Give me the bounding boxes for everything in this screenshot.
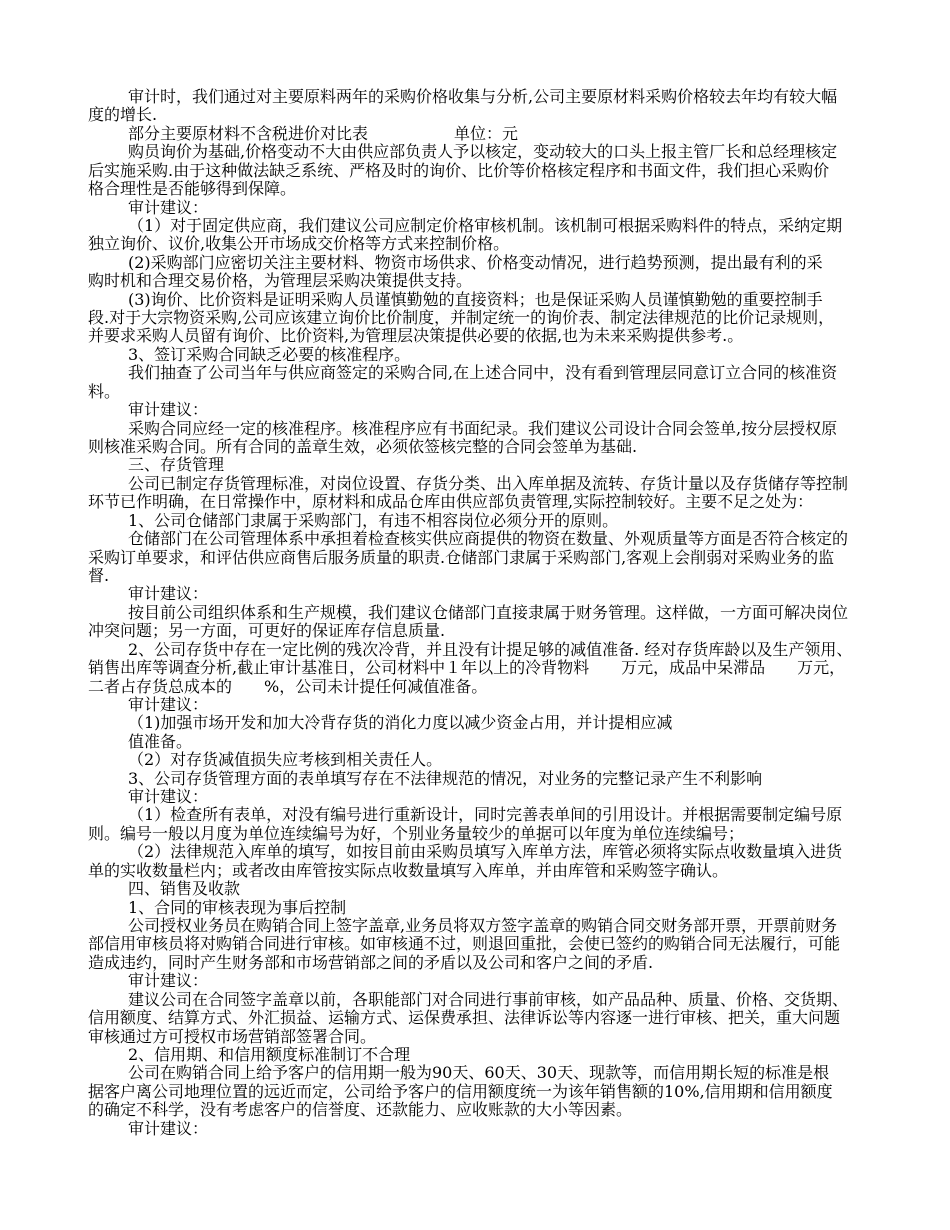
- line-text: 审计建议：: [128, 788, 209, 807]
- section-heading: [88, 456, 858, 474]
- text-line: [88, 954, 858, 972]
- paragraph: [88, 530, 858, 585]
- line-text: 审计建议：: [128, 198, 209, 217]
- paragraph: [88, 125, 858, 143]
- line-text: 审计建议：: [128, 585, 209, 604]
- text-line: [88, 180, 858, 198]
- line-text: 审计建议：: [128, 972, 209, 991]
- line-text: 独立询价、议价,收集公开市场成交价格等方式来控制价格。: [88, 235, 510, 254]
- text-line: [88, 678, 858, 696]
- line-text: （2）对存货减值损失应考核到相关责任人。: [128, 751, 443, 770]
- line-text: 公司已制定存货管理标准，对岗位设置、存货分类、出入库单据及流转、存货计量以及存货储存等控制: [128, 474, 849, 493]
- line-text: （1）对于固定供应商，我们建议公司应制定价格审核机制。该机制可根据采购料件的特点，采纳定期: [128, 216, 843, 235]
- numbered-recommendation: [88, 254, 858, 291]
- line-text: （1）检查所有表单，对没有编号进行重新设计，同时完善表单间的引用设计。并根据需要制定编号原: [128, 806, 843, 825]
- numbered-recommendation: [88, 291, 858, 346]
- text-line: [88, 788, 858, 806]
- text-line: [88, 217, 858, 235]
- line-text: 据客户离公司地理位置的远近而定，公司给予客户的信用额度统一为该年销售额的10%,信用期和信用额度: [88, 1082, 833, 1101]
- text-line: [88, 585, 858, 603]
- text-line: [88, 567, 858, 585]
- numbered-finding: [88, 1046, 858, 1064]
- audit-recommendation-label: [88, 401, 858, 419]
- text-line: [88, 254, 858, 272]
- line-text: 建议公司在合同签字盖章以前，各职能部门对合同进行事前审核，如产品品种、质量、价格、交货期、: [128, 990, 849, 1009]
- line-text: 料。: [88, 382, 121, 401]
- text-line: [88, 235, 858, 253]
- text-line: [88, 935, 858, 953]
- text-line: [88, 641, 858, 659]
- text-line: [88, 438, 858, 456]
- text-line: [88, 714, 858, 732]
- text-line: [88, 972, 858, 990]
- line-text: 后实施采购.由于这种做法缺乏系统、严格及时的询价、比价等价格核定程序和书面文件，我们担心采购价: [88, 161, 830, 180]
- text-line: [88, 493, 858, 511]
- text-line: [88, 106, 858, 124]
- line-text: 审计建议：: [128, 1119, 209, 1138]
- numbered-finding: [88, 899, 858, 917]
- text-line: [88, 309, 858, 327]
- text-line: [88, 199, 858, 217]
- line-text: 督.: [88, 566, 110, 585]
- numbered-recommendation: [88, 843, 858, 880]
- unit-label: 单位：元: [454, 124, 519, 143]
- text-line: [88, 401, 858, 419]
- text-line: [88, 806, 858, 824]
- numbered-finding: [88, 346, 858, 364]
- line-text: 1、公司仓储部门隶属于采购部门，有违不相容岗位必须分开的原则。: [128, 511, 619, 530]
- line-text: （2）法律规范入库单的填写，如按目前由采购员填写入库单方法，库管必须将实际点收数量填入进货: [128, 843, 843, 862]
- text-line: [88, 622, 858, 640]
- audit-recommendation-label: [88, 585, 858, 603]
- text-line: [88, 751, 858, 769]
- line-text: 部信用审核员将对购销合同进行审核。如审核通不过，则退回重批，会使已签约的购销合同无法履行，可能: [88, 935, 841, 954]
- paragraph: [88, 143, 858, 198]
- text-line: [88, 456, 858, 474]
- numbered-finding: [88, 512, 858, 530]
- line-text: 购时机和合理交易价格，为管理层采购决策提供支持。: [88, 272, 473, 291]
- line-text: 按目前公司组织体系和生产规模，我们建议仓储部门直接隶属于财务管理。这样做，一方面可解决岗位: [128, 603, 849, 622]
- line-text: 公司在购销合同上给予客户的信用期一般为90天、60天、30天、现款等，而信用期长短的标准是根: [128, 1064, 830, 1083]
- paragraph: [88, 420, 858, 457]
- paragraph: [88, 733, 858, 751]
- document-page: [88, 88, 858, 1138]
- text-line: [88, 843, 858, 861]
- text-line: [88, 475, 858, 493]
- text-line: [88, 291, 858, 309]
- numbered-finding: [88, 770, 858, 788]
- text-line: [88, 549, 858, 567]
- audit-recommendation-label: [88, 199, 858, 217]
- text-line: [88, 899, 858, 917]
- text-line: [88, 733, 858, 751]
- line-text: 采购合同应经一定的核准程序。核准程序应有书面纪录。我们建议公司设计合同会签单,按分层授权原: [128, 419, 838, 438]
- line-text: 审计建议：: [128, 401, 209, 420]
- line-text: 审计时，我们通过对主要原料两年的采购价格收集与分析,公司主要原材料采购价格较去年均有较大幅: [128, 88, 838, 106]
- text-line: [88, 604, 858, 622]
- text-line: [88, 696, 858, 714]
- paragraph: [88, 475, 858, 512]
- line-text: 信用额度、结算方式、外汇损益、运输方式、运保费承担、法律诉讼等内容逐一进行审核、把关，重大问题: [88, 1009, 841, 1028]
- paragraph: [88, 991, 858, 1046]
- line-text: 段.对于大宗物资采购,公司应该建立询价比价制度，并制定统一的询价表、制定法律规范的比价记录规则，: [88, 309, 835, 328]
- numbered-recommendation: [88, 217, 858, 254]
- text-line: [88, 1046, 858, 1064]
- text-line: [88, 143, 858, 161]
- text-line: [88, 1101, 858, 1119]
- line-text: 采购订单要求，和评估供应商售后服务质量的职责.仓储部门隶属于采购部门,客观上会削弱对采购业务的监: [88, 548, 835, 567]
- line-text: 仓储部门在公司管理体系中承担着检查核实供应商提供的物资在数量、外观质量等方面是否符合核定的: [128, 530, 849, 549]
- text-line: [88, 770, 858, 788]
- audit-recommendation-label: [88, 972, 858, 990]
- text-line: [88, 125, 858, 143]
- paragraph: [88, 1064, 858, 1119]
- text-line: [88, 917, 858, 935]
- text-line: [88, 659, 858, 677]
- line-text: 3、公司存货管理方面的表单填写存在不法律规范的情况，对业务的完整记录产生不利影响: [128, 769, 763, 788]
- text-line: [88, 825, 858, 843]
- text-line: [88, 991, 858, 1009]
- text-line: [88, 327, 858, 345]
- line-text: 则。编号一般以月度为单位连续编号为好，个别业务量较少的单据可以年度为单位连续编号；: [88, 824, 745, 843]
- text-line: [88, 1120, 858, 1138]
- text-line: [88, 88, 858, 106]
- audit-recommendation-label: [88, 1120, 858, 1138]
- numbered-recommendation: [88, 714, 858, 732]
- line-text: 审核通过方可授权市场营销部签署合同。: [88, 1027, 377, 1046]
- line-text: 部分主要原材料不含税进价对比表: [128, 124, 369, 143]
- text-line: [88, 1028, 858, 1046]
- text-line: [88, 162, 858, 180]
- line-text: 并要求采购人员留有询价、比价资料,为管理层决策提供必要的依据,也为未来采购提供参考.。: [88, 327, 744, 346]
- line-text: 审计建议：: [128, 695, 209, 714]
- line-text: 造成违约，同时产生财务部和市场营销部之间的矛盾以及公司和客户之间的矛盾.: [88, 953, 654, 972]
- text-line: [88, 862, 858, 880]
- numbered-finding: [88, 641, 858, 696]
- text-line: [88, 530, 858, 548]
- line-text: 值准备。: [128, 732, 193, 751]
- line-text: 2、信用期、和信用额度标准制订不合理: [128, 1045, 411, 1064]
- text-line: [88, 880, 858, 898]
- text-line: [88, 1064, 858, 1082]
- paragraph: [88, 604, 858, 641]
- paragraph: [88, 364, 858, 401]
- line-text: 环节已作明确，在日常操作中，原材料和成品仓库由供应部负责管理,实际控制较好。主要不足之处为：: [88, 493, 814, 512]
- text-line: [88, 272, 858, 290]
- paragraph: [88, 917, 858, 972]
- line-text: 我们抽查了公司当年与供应商签定的采购合同,在上述合同中，没有看到管理层同意订立合同的核准资: [128, 364, 838, 383]
- line-text: 购员询价为基础,价格变动不大由供应部负责人予以核定，变动较大的口头上报主管厂长和总经理核定: [128, 143, 838, 162]
- numbered-recommendation: [88, 806, 858, 843]
- line-text: 单的实收数量栏内；或者改由库管按实际点收数量填写入库单，并由库管和采购签字确认。: [88, 861, 729, 880]
- text-line: [88, 346, 858, 364]
- line-text: 则核准采购合同。所有合同的盖章生效，必须依签核完整的合同会签单为基础.: [88, 438, 638, 457]
- line-text: 公司授权业务员在购销合同上签字盖章,业务员将双方签字盖章的购销合同交财务部开票，开票前财务: [128, 916, 838, 935]
- numbered-recommendation: [88, 751, 858, 769]
- line-text: （1)加强市场开发和加大冷背存货的消化力度以减少资金占用，并计提相应减: [128, 714, 673, 733]
- line-text: 销售出库等调查分析,截止审计基准日，公司材料中１年以上的冷背物料 万元，成品中呆滞品 万元，: [88, 659, 846, 678]
- line-text: (3)询价、比价资料是证明采购人员谨慎勤勉的直接资料；也是保证采购人员谨慎勤勉的重要控制手: [128, 290, 823, 309]
- text-line: [88, 512, 858, 530]
- line-text: 三、存货管理: [128, 456, 225, 475]
- section-heading: [88, 880, 858, 898]
- line-text: (2)采购部门应密切关注主要材料、物资市场供求、价格变动情况，进行趋势预测，提出最有利的采: [128, 253, 823, 272]
- text-line: [88, 1083, 858, 1101]
- line-text: 格合理性是否能够得到保障。: [88, 180, 297, 199]
- audit-recommendation-label: [88, 788, 858, 806]
- line-text: 四、销售及收款: [128, 880, 241, 899]
- line-text: 2、公司存货中存在一定比例的残次冷背，并且没有计提足够的减值准备. 经对存货库龄以及生产领用、: [128, 640, 853, 659]
- line-text: 1、合同的审核表现为事后控制: [128, 898, 347, 917]
- audit-recommendation-label: [88, 696, 858, 714]
- paragraph: [88, 88, 858, 125]
- line-text: 冲突问题；另一方面，可更好的保证库存信息质量.: [88, 622, 446, 641]
- line-text: 的确定不科学，没有考虑客户的信誉度、还款能力、应收账款的大小等因素。: [88, 1101, 633, 1120]
- text-line: [88, 364, 858, 382]
- line-text: 3、签订采购合同缺乏必要的核准程序。: [128, 345, 411, 364]
- line-text: 二者占存货总成本的 %，公司未计提任何减值准备。: [88, 677, 488, 696]
- text-line: [88, 383, 858, 401]
- text-line: [88, 420, 858, 438]
- line-text: 度的增长.: [88, 106, 158, 125]
- text-line: [88, 1009, 858, 1027]
